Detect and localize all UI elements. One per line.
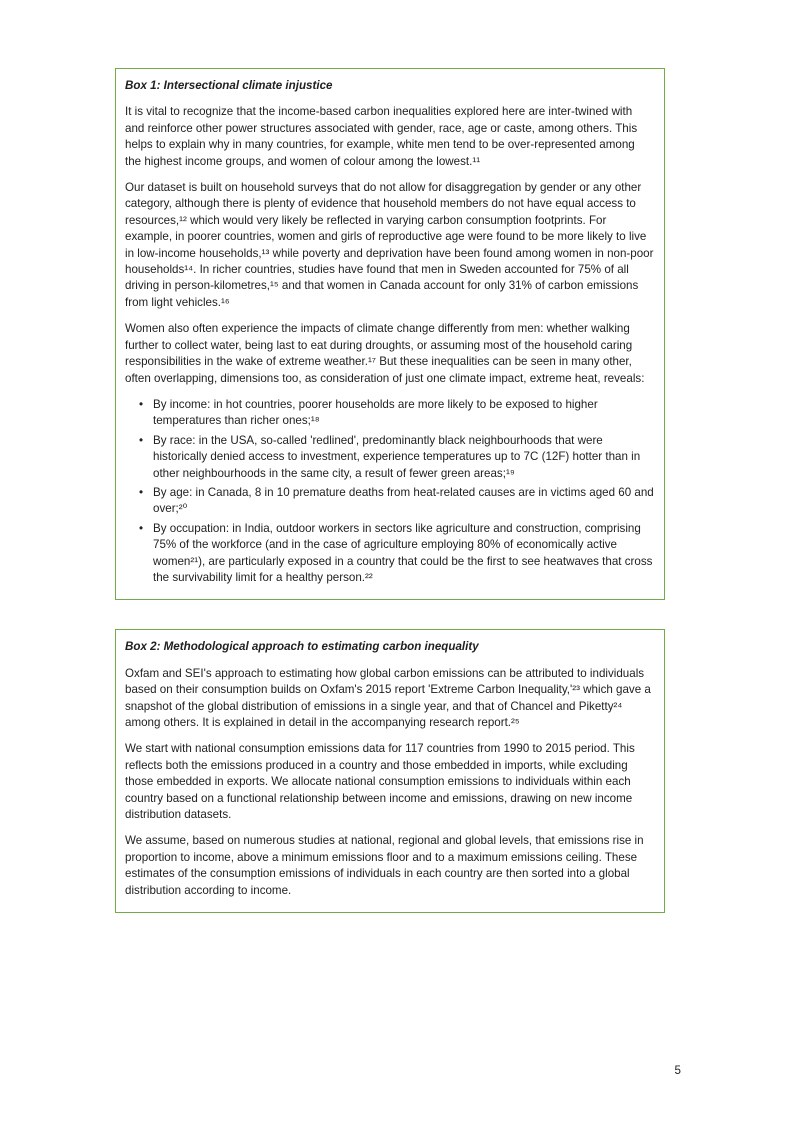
box-2-title: Box 2: Methodological approach to estimating carbon inequality — [125, 640, 479, 654]
bullet-item-age — [125, 485, 654, 518]
bullet-marker: • — [139, 397, 144, 411]
box-2-paragraph-1: Oxfam and SEI's approach to estimating how global carbon emissions can be attributed to individuals based on their consumption builds on Oxfam's 2015 report 'Extreme Carbon Inequality,'²³ which gave a snapshot of the global distribution of emissions in a single year, and that of Chancel and Piketty²⁴ among others. It is explained in detail in the accompanying research report.²⁵ — [125, 666, 651, 729]
page-content — [115, 68, 665, 942]
box-1-paragraph-1: It is vital to recognize that the income-based carbon inequalities explored here are inter-twined with and reinforce other power structures associated with gender, race, age or caste, among others. This helps to explain why in many countries, for example, white men tend to be over-represented among the highest income groups, and women of colour among the lowest.¹¹ — [125, 105, 638, 168]
box-1-title: Box 1: Intersectional climate injustice — [125, 79, 333, 92]
bullet-marker: • — [139, 433, 144, 447]
box-1-paragraph-3: Women also often experience the impacts of climate change differently from men: whether walking further to collect water, being last to eat during droughts, or assuming most of the household caring responsibilities in the wake of extreme weather.¹⁷ But these inequalities can be seen in many other, often overlapping, dimensions too, as consideration of just one climate impact, extreme heat, reveals: — [125, 322, 645, 385]
bullet-text-age: By age: in Canada, 8 in 10 premature deaths from heat-related causes are in victims aged 60 and over;²⁰ — [153, 485, 654, 516]
bullet-marker: • — [139, 521, 144, 535]
box-1-intersectional-climate-injustice — [115, 68, 665, 600]
bullet-text-occupation: By occupation: in India, outdoor workers in sectors like agriculture and construction, comprising 75% of the workforce (and in the case of agriculture employing 80% of economically active women²¹), are particularly exposed in a country that could be the first to see heatwaves that cross the survivability limit for a healthy person.²² — [153, 521, 653, 584]
bullet-text-income: By income: in hot countries, poorer households are more likely to be exposed to higher temperatures than richer ones;¹⁸ — [153, 397, 598, 428]
box-1-bullet-list — [125, 397, 654, 586]
bullet-item-occupation — [125, 521, 654, 587]
page-number: 5 — [674, 1064, 681, 1077]
box-2-paragraph-2: We start with national consumption emissions data for 117 countries from 1990 to 2015 period. This reflects both the emissions produced in a country and those embedded in imports, while excluding those embedded in exports. We allocate national consumption emissions to individuals within each country based on a functional relationship between income and emissions, drawing on new income distribution datasets. — [125, 742, 635, 822]
bullet-item-income — [125, 397, 654, 430]
bullet-marker: • — [139, 485, 144, 499]
box-2-paragraph-3: We assume, based on numerous studies at national, regional and global levels, that emissions rise in proportion to income, above a minimum emissions floor and to a maximum emissions ceiling. These estimates of the consumption emissions of individuals in each country are then sorted into a global distribution according to income. — [125, 834, 644, 897]
bullet-item-race — [125, 433, 654, 482]
box-1-paragraph-2: Our dataset is built on household surveys that do not allow for disaggregation by gender or any other category, although there is plenty of evidence that household members do not have equal access to resources,¹² which would very likely be reflected in varying carbon consumption footprints. For example, in poorer countries, women and girls of reproductive age were found to be more likely to live in low-income households,¹³ while poverty and deprivation have been found among women in non-poor households¹⁴. In richer countries, studies have found that men in Sweden accounted for 75% of all driving in person-kilometres,¹⁵ and that women in Canada account for only 31% of carbon emissions from light vehicles.¹⁶ — [125, 181, 654, 309]
box-2-methodological-approach — [115, 629, 665, 913]
bullet-text-race: By race: in the USA, so-called 'redlined', predominantly black neighbourhoods that were historically denied access to investment, experience temperatures up to 7C (12F) hotter than in other neighbourhoods in the same city, a result of fewer green areas;¹⁹ — [153, 433, 641, 480]
